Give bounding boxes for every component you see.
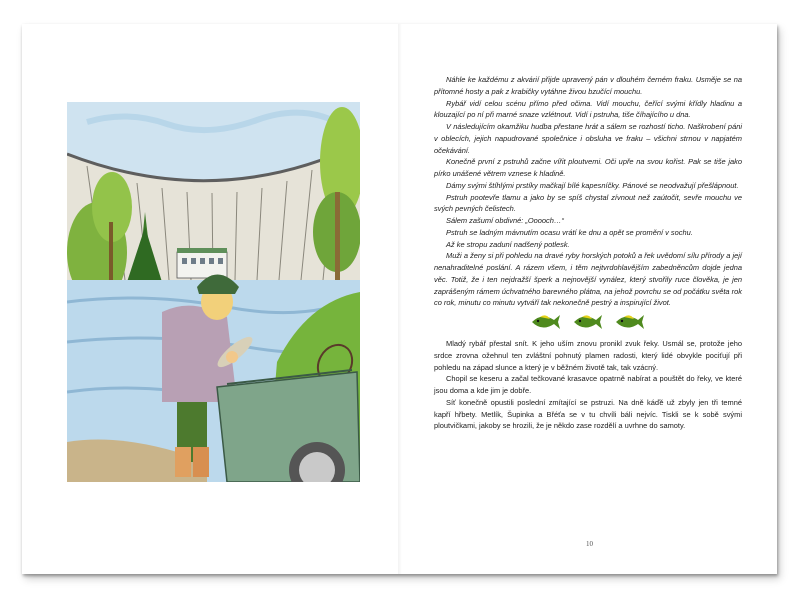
- right-page: [402, 24, 777, 574]
- fish-icon: [532, 315, 560, 329]
- story-text: [434, 74, 742, 432]
- paragraph: Chopil se keseru a začal tečkované krasavce opatrně nabírat a pouštět do řeky, ve které jsou doma a kde jim je dobře.: [434, 374, 742, 395]
- paragraph: Síť konečně opustili poslední zmítající se pstruzi. Na dně káďě už zbyly jen tři temné kapří hřbety. Metlík, Šupinka a Břéťa se v tu chvíli báli nejvíc. Tiskli se k sobě svými ploutvičkami, jakoby se hrozili, že je někdo zase rozdělí a uvrhne do samoty.: [434, 397, 742, 431]
- normal-section: [434, 338, 742, 432]
- italic-section: [434, 74, 742, 309]
- paragraph: Dámy svými štíhlými prstíky mačkají bílé kapesníčky. Pánové se neodvažují přešlápnout.: [446, 180, 739, 190]
- fish-divider: [434, 311, 742, 333]
- paragraph: Rybář vidí celou scénu přímo před očima. Vidí mouchu, čeřící svými křídly hladinu a klouzající po ní při marné snaze vzlétnout. Vidí i pstruha, tiše číhajícího u dna.: [434, 98, 742, 120]
- fish-icon: [574, 315, 602, 329]
- fish-icon: [616, 315, 644, 329]
- fisherman-at-dam-illustration: [67, 102, 360, 482]
- paragraph: Náhle ke každému z akvárií přijde upravený pán v dlouhém černém fraku. Usměje se na přítomné hosty a pak z krabičky vytáhne živou bzučící mouchu.: [434, 75, 742, 96]
- paragraph: Konečně první z pstruhů začne vířit ploutvemi. Oči upře na svou kořist. Pak se tiše jako pírko unášené větrem vznese k hladině.: [434, 157, 742, 178]
- open-book-spread: [22, 24, 777, 574]
- paragraph: V následujícím okamžiku hudba přestane hrát a sálem se rozhostí ticho. Naškrobení páni v oblecích, jejich napudrované společnice i obsluha ve fraku – všichni strnou v napjatém očekávání.: [434, 122, 742, 155]
- page-number: 10: [586, 540, 593, 548]
- paragraph: Pstruh pootevře tlamu a jako by se spíš chystal zívnout než zaútočit, sevře mouchu ve svých pevných čelistech.: [434, 192, 742, 214]
- paragraph: Muži a ženy si při pohledu na dravé ryby horských potoků a řek uvědomí sílu přírody a její nenahraditelné poslání. A rázem všem, i těm nejtvrdohlavějším zabedněncům dojde jedna věc. Totiž, že i ten nejdražší šperk a nejnovější vynález, který stvořily ruce člověka, je jen zaprášeným rámem úchvatného barevného plátna, na jehož povrchu se od počátku světa rok co rok, minutu co minutu vytváří tak nekonečně pestrý a inspirující život.: [434, 251, 742, 308]
- paragraph: Pstruh se ladným mávnutím ocasu vrátí ke dnu a opět se promění v sochu.: [446, 227, 693, 237]
- paragraph: Až ke stropu zaduní nadšený potlesk.: [446, 239, 570, 249]
- paragraph: Sálem zašumí obdivné: „Ooooch…“: [446, 216, 564, 225]
- paragraph: Mladý rybář přestal snít. K jeho uším znovu pronikl zvuk řeky. Usmál se, protože jeho srdce zrovna ožehnul ten zvláštní pohnutý plamen radosti, který lidé obvykle pociťují při pohledu na západ slunce a který je v běžném životě tak, tak vzácný.: [434, 339, 742, 372]
